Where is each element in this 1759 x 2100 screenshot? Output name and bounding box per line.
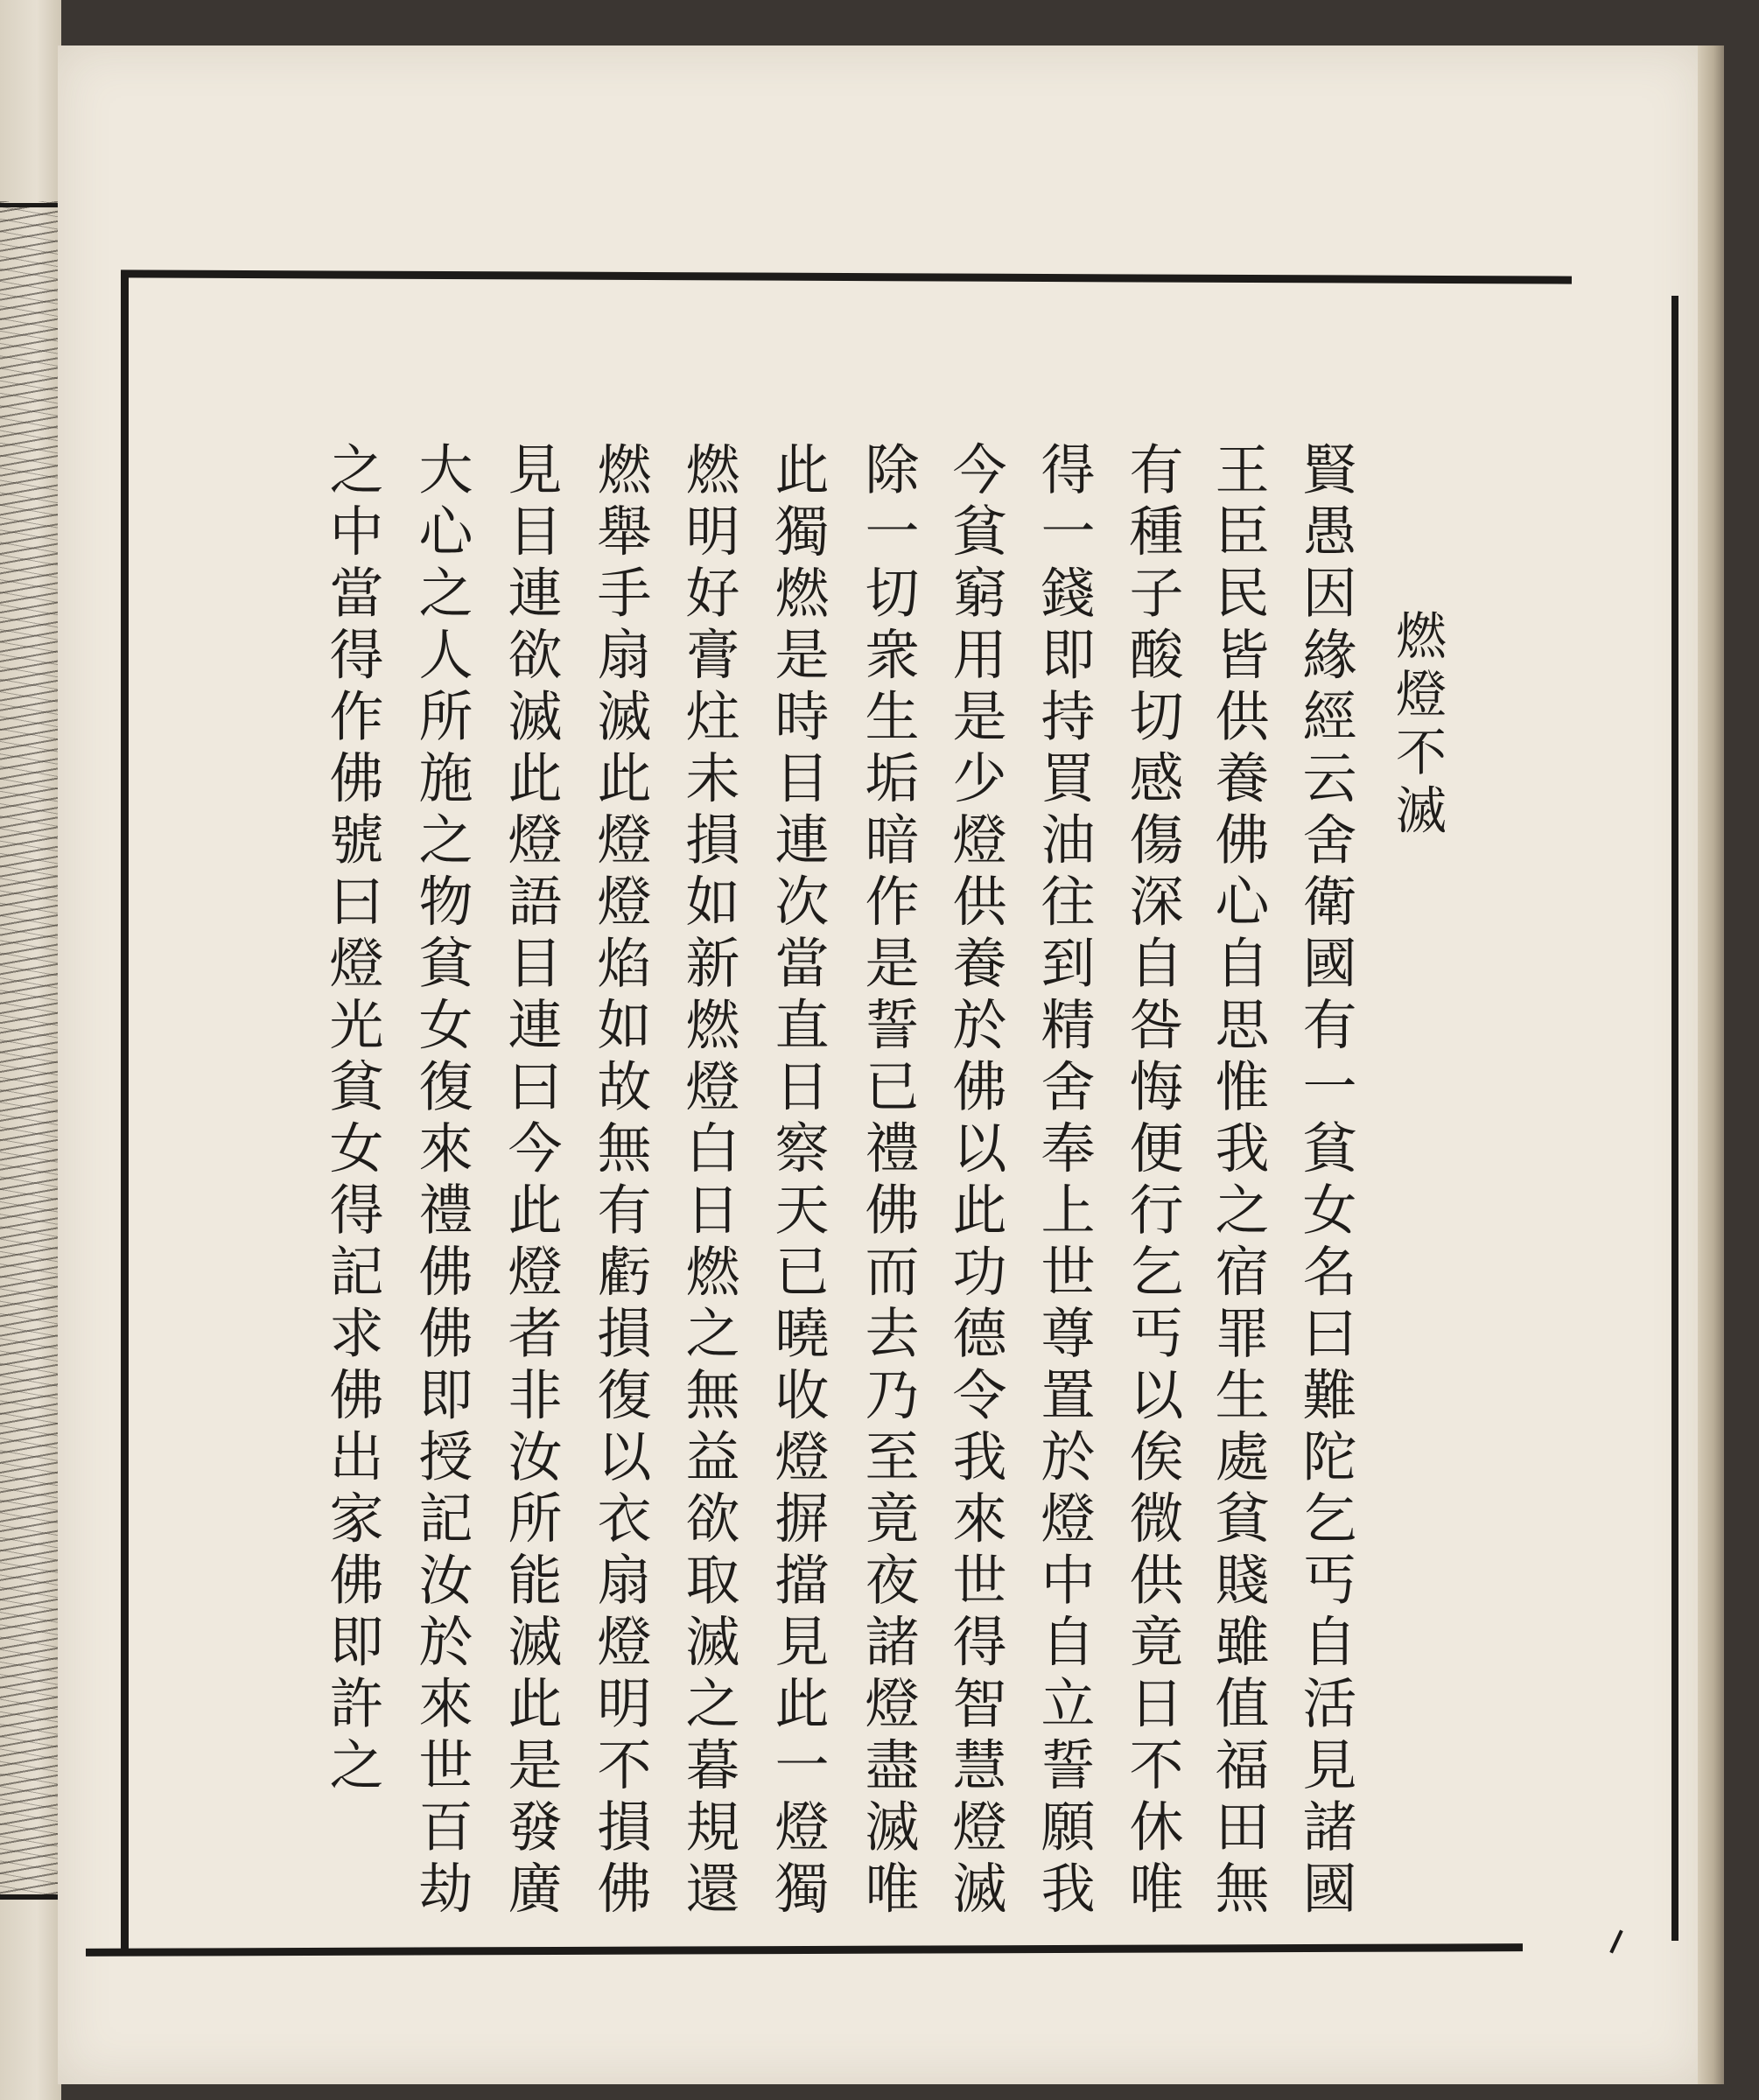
text-column-8: 燃明好膏炷未損如新燃燈白日燃之無益欲取滅之暮規還 [676,441,740,1922]
frame-left-border [121,273,129,1951]
section-title: 燃燈不滅 [1387,609,1447,842]
page-stack-edge [1698,46,1724,2084]
text-column-2: 王臣民皆供養佛心自思惟我之宿罪生處貧賤雖值福田無 [1206,441,1270,1922]
text-column-12: 之中當得作佛號曰燈光貧女得記求佛出家佛即許之 [320,441,384,1798]
text-column-1: 賢愚因緣經云舍衛國有一貧女名曰難陀乞丐自活見諸國 [1293,441,1357,1922]
frame-right-border [1671,296,1678,1941]
text-column-3: 有種子酸切感傷深自咎悔便行乞丐以俟微供竟日不休唯 [1120,441,1184,1922]
text-column-5: 今貧窮用是少燈供養於佛以此功德令我來世得智慧燈滅 [943,441,1007,1922]
text-column-6: 除一切衆生垢暗作是誓已禮佛而去乃至竟夜諸燈盡滅唯 [856,441,920,1922]
text-column-11: 大心之人所施之物貧女復來禮佛佛即授記汝於來世百劫 [410,441,473,1922]
text-column-4: 得一錢即持買油往到精舍奉上世尊置於燈中自立誓願我 [1032,441,1096,1922]
text-column-10: 見目連欲滅此燈語目連曰今此燈者非汝所能滅此是發廣 [499,441,563,1922]
text-column-7: 此獨燃是時目連次當直日察天已曉收燈摒擋見此一燈獨 [766,441,830,1922]
text-column-9: 燃舉手扇滅此燈燈焰如故無有虧損復以衣扇燈明不損佛 [588,441,652,1922]
